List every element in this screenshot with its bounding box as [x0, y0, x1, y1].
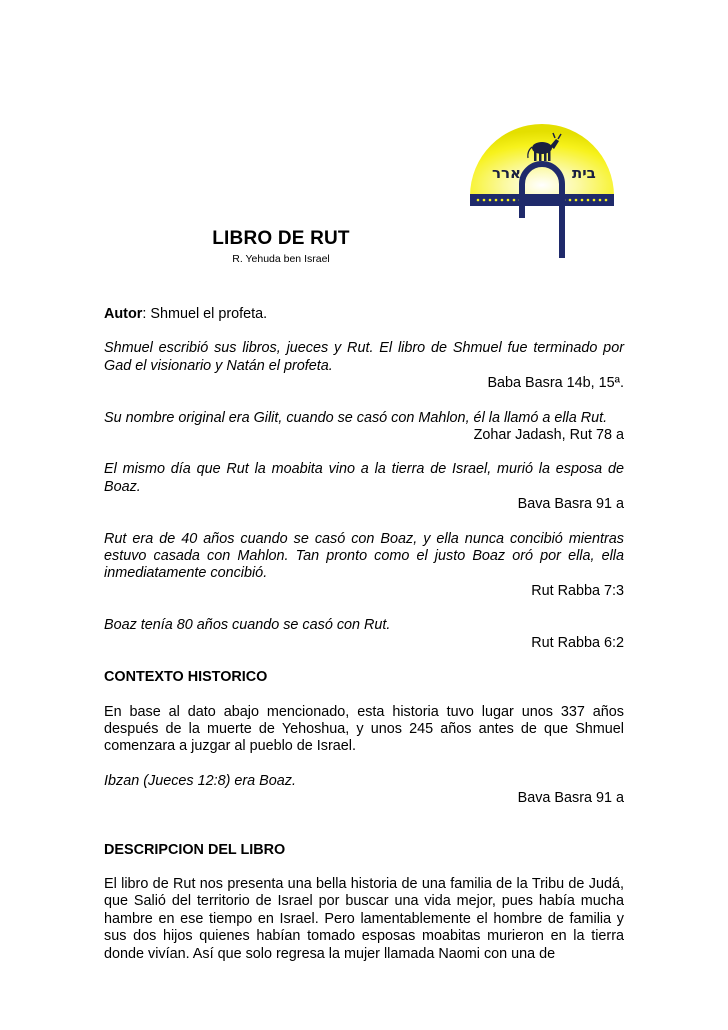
- entry-5: [104, 617, 624, 652]
- logo-right-word: בית: [572, 164, 596, 182]
- descripcion-paragraph: El libro de Rut nos presenta una bella historia de una familia de la Tribu de Judá, que Salió del territorio de Israel por buscar una vida mejor, pues había mucha hambre en ese tiempo en Israel. Pero lamentablemente el hombre de familia y sus dos hijos quienes habían tomado esposas moabitas murieron en la tierra donde vivían. Así que solo regresa la mujer llamada Naomi con una de: [104, 875, 624, 962]
- page-title: LIBRO DE RUT: [212, 228, 350, 249]
- contexto-heading: CONTEXTO HISTORICO: [104, 669, 268, 686]
- author-line: R. Yehuda ben Israel: [232, 253, 330, 265]
- title-block: [196, 228, 366, 265]
- autor-value: : Shmuel el profeta.: [142, 306, 268, 322]
- entry-2: [104, 410, 624, 445]
- entry-text: Shmuel escribió sus libros, jueces y Rut. El libro de Shmuel fue terminado por Gad el visionario y Natán el profeta.: [104, 340, 624, 374]
- contexto-quote-block: [104, 773, 624, 808]
- entry-1: [104, 340, 624, 392]
- entry-4: [104, 531, 624, 601]
- autor-label: Autor: [104, 306, 143, 322]
- entry-source: Baba Basra 14b, 15ª.: [487, 375, 624, 392]
- entry-text: Rut era de 40 años cuando se casó con Boaz, y ella nunca concibió mientras estuvo casada con Mahlon. Tan pronto como el justo Boaz oró por ella, ella inmediatamente concibió.: [104, 530, 624, 582]
- entry-source: Bava Basra 91 a: [517, 496, 624, 513]
- descripcion-heading: DESCRIPCION DEL LIBRO: [104, 841, 286, 858]
- ox-on-arch-logo: [462, 108, 622, 258]
- entry-source: Rut Rabba 7:3: [531, 582, 624, 599]
- logo-left-word: ארר: [492, 164, 521, 182]
- contexto-quote: Ibzan (Jueces 12:8) era Boaz.: [104, 772, 296, 789]
- entry-source: Rut Rabba 6:2: [531, 634, 624, 651]
- entry-source: Zohar Jadash, Rut 78 a: [473, 427, 624, 444]
- entry-text: El mismo día que Rut la moabita vino a la tierra de Israel, murió la esposa de Boaz.: [104, 461, 624, 495]
- autor-line: [104, 306, 624, 323]
- entry-3: [104, 461, 624, 513]
- banner-bar: [470, 194, 614, 206]
- entry-text: Boaz tenía 80 años cuando se casó con Rut.: [104, 617, 391, 634]
- entry-text: Su nombre original era Gilit, cuando se casó con Mahlon, él la llamó a ella Rut.: [104, 409, 608, 426]
- contexto-source: Bava Basra 91 a: [517, 790, 624, 807]
- contexto-paragraph: En base al dato abajo mencionado, esta historia tuvo lugar unos 337 años después de la muerte de Yehoshua, y unos 245 años antes de que Shmuel comenzara a juzgar al pueblo de Israel.: [104, 703, 624, 755]
- document-body: [104, 306, 624, 980]
